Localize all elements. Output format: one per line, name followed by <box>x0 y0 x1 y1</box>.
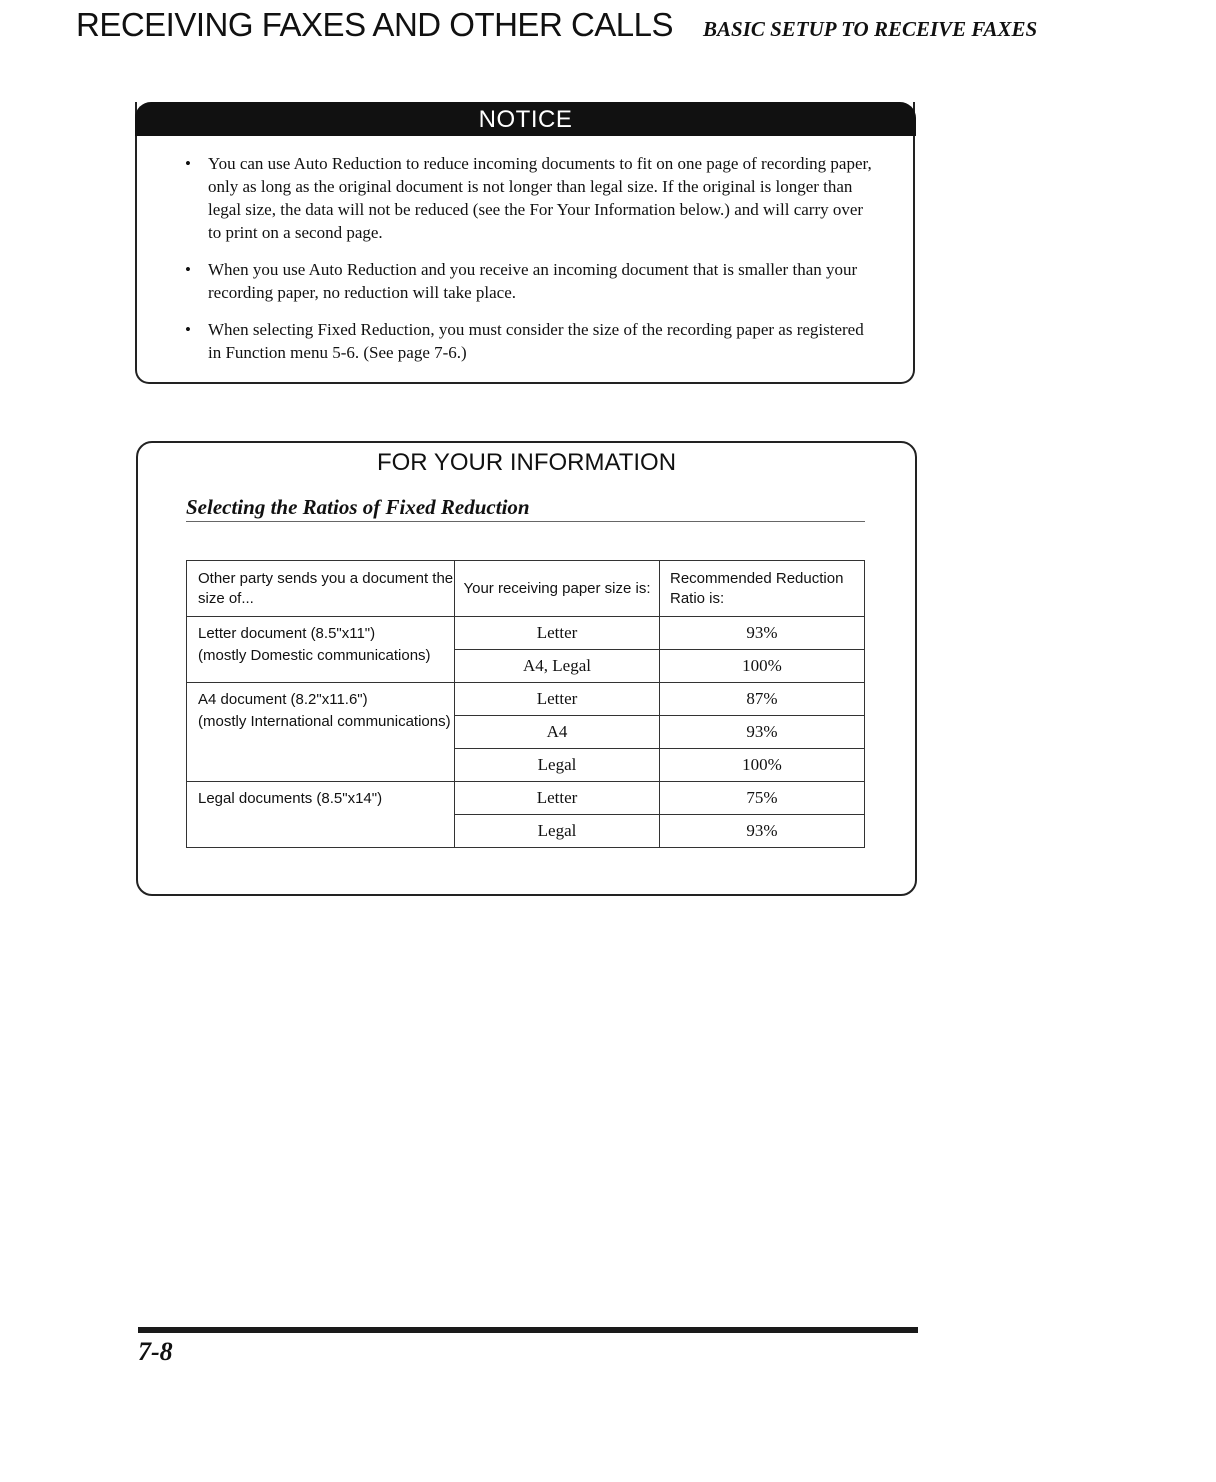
subtitle-rule <box>186 521 865 522</box>
ratio-cell: 93% <box>660 716 865 749</box>
notice-item: • When selecting Fixed Reduction, you must consider the size of the recording paper as registered in Function menu 5-6. (See page 7-6.) <box>185 318 875 364</box>
table-row <box>187 617 865 650</box>
party-document-size: Legal documents (8.5"x14") <box>198 790 383 807</box>
party-document-cell <box>187 617 455 683</box>
party-document-note: (mostly International communications) <box>198 713 451 730</box>
party-document-size: A4 document (8.2"x11.6") <box>198 691 368 708</box>
paper-size-cell: Legal <box>455 815 660 848</box>
notice-title: NOTICE <box>478 106 573 133</box>
paper-size-cell: Letter <box>455 617 660 650</box>
table-header-row <box>187 561 865 617</box>
reduction-ratio-table <box>186 560 865 848</box>
chapter-title: RECEIVING FAXES AND OTHER CALLS <box>76 6 673 43</box>
table-row <box>187 782 865 815</box>
paper-size-cell: A4, Legal <box>455 650 660 683</box>
notice-list <box>185 152 875 378</box>
section-title: BASIC SETUP TO RECEIVE FAXES <box>703 17 1038 41</box>
page-header <box>76 6 1037 44</box>
table-row <box>187 683 865 716</box>
notice-item: • You can use Auto Reduction to reduce incoming documents to fit on one page of recording paper, only as long as the original document is not longer than legal size. If the original is longer than legal size, the data will not be reduced (see the For Your Information below.) and will carry over to print on a second page. <box>185 152 875 244</box>
party-document-size: Letter document (8.5"x11") <box>198 625 376 642</box>
column-header-paper-size: Your receiving paper size is: <box>455 561 660 617</box>
ratio-cell: 87% <box>660 683 865 716</box>
notice-item: • When you use Auto Reduction and you receive an incoming document that is smaller than your recording paper, no reduction will take place. <box>185 258 875 304</box>
footer-rule <box>138 1327 918 1333</box>
column-header-ratio: Recommended Reduction Ratio is: <box>660 561 865 617</box>
ratio-cell: 93% <box>660 617 865 650</box>
party-document-note: (mostly Domestic communications) <box>198 647 431 664</box>
paper-size-cell: Legal <box>455 749 660 782</box>
ratio-cell: 93% <box>660 815 865 848</box>
fyi-subtitle: Selecting the Ratios of Fixed Reduction <box>186 495 530 519</box>
ratio-cell: 100% <box>660 650 865 683</box>
ratio-cell: 100% <box>660 749 865 782</box>
page-number: 7-8 <box>138 1337 173 1366</box>
paper-size-cell: Letter <box>455 782 660 815</box>
paper-size-cell: A4 <box>455 716 660 749</box>
column-header-party-size: Other party sends you a document the size of... <box>187 561 455 617</box>
party-document-cell <box>187 782 455 848</box>
ratio-cell: 75% <box>660 782 865 815</box>
notice-title-bar <box>135 102 916 136</box>
party-document-cell <box>187 683 455 782</box>
paper-size-cell: Letter <box>455 683 660 716</box>
fyi-title: FOR YOUR INFORMATION <box>376 449 677 476</box>
